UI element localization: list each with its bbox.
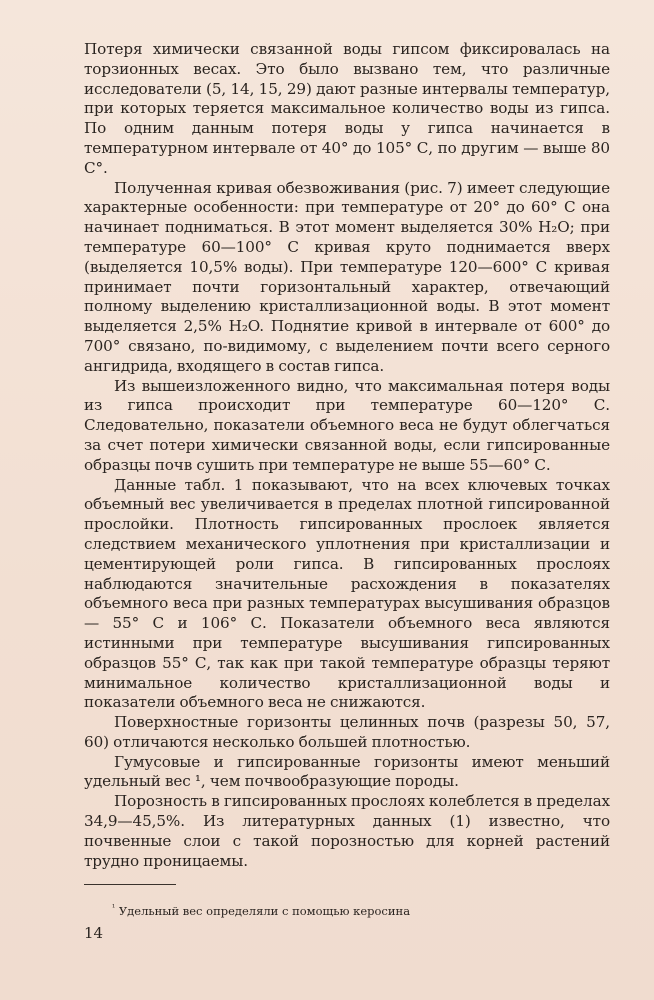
- paragraph-7: Порозность в гипсированных прослоях колеблется в пределах 34,9—45,5%. Из литературных данных (1) известно, что почвенные слои с такой порозностью для корней растений трудно проницаемы.: [84, 792, 610, 870]
- footnote-text: Удельный вес определяли с помощью керосина: [118, 903, 411, 918]
- footnote: [112, 900, 612, 919]
- page-number: 14: [84, 924, 104, 942]
- footnote-divider: [84, 884, 176, 885]
- paragraph-3: Из вышеизложенного видно, что максимальная потеря воды из гипса происходит при температуре 60—120° С. Следовательно, показатели объемного веса не будут облегчаться за счет потери химически связанной воды, если гипсированные образцы почв сушить при температуре не выше 55—60° С.: [84, 376, 610, 474]
- paragraph-4: Данные табл. 1 показывают, что на всех ключевых точках объемный вес увеличивается в пределах плотной гипсированной прослойки. Плотность гипсированных прослоек является следствием механического уплотнения при кристаллизации и цементирующей роли гипса. В гипсированных прослоях наблюдаются значительные расхождения в показателях объемного веса при разных температурах высушивания образцов — 55° С и 106° С. Показатели объемного веса являются истинными при температуре высушивания гипсированных образцов 55° С, так как при такой температуре образцы теряют минимальное количество кристаллизационной воды и показатели объемного веса не снижаются.: [84, 475, 610, 712]
- body-text: [84, 40, 610, 871]
- paragraph-5: Поверхностные горизонты целинных почв (разрезы 50, 57, 60) отличаются несколько большей плотностью.: [84, 713, 610, 751]
- footnote-marker: ¹: [112, 903, 116, 912]
- paragraph-2: Полученная кривая обезвоживания (рис. 7) имеет следующие характерные особенности: при температуре от 20° до 60° С она начинает подниматься. В этот момент выделяется 30% H₂O; при температуре 60—100° С кривая круто поднимается вверх (выделяется 10,5% воды). При температуре 120—600° С кривая принимает почти горизонтальный характер, отвечающий полному выделению кристаллизационной воды. В этот момент выделяется 2,5% H₂O. Поднятие кривой в интервале от 600° до 700° связано, по-видимому, с выделением почти всего серного ангидрида, входящего в состав гипса.: [84, 178, 610, 375]
- paragraph-1: Потеря химически связанной воды гипсом фиксировалась на торзионных весах. Это было вызвано тем, что различные исследователи (5, 14, 15, 29) дают разные интервалы температур, при которых теряется максимальное количество воды из гипса. По одним данным потеря воды у гипса начинается в температурном интервале от 40° до 105° С, по другим — выше 80 С°.: [84, 40, 610, 177]
- paragraph-6: Гумусовые и гипсированные горизонты имеют меньший удельный вес ¹, чем почвообразующие породы.: [84, 752, 610, 791]
